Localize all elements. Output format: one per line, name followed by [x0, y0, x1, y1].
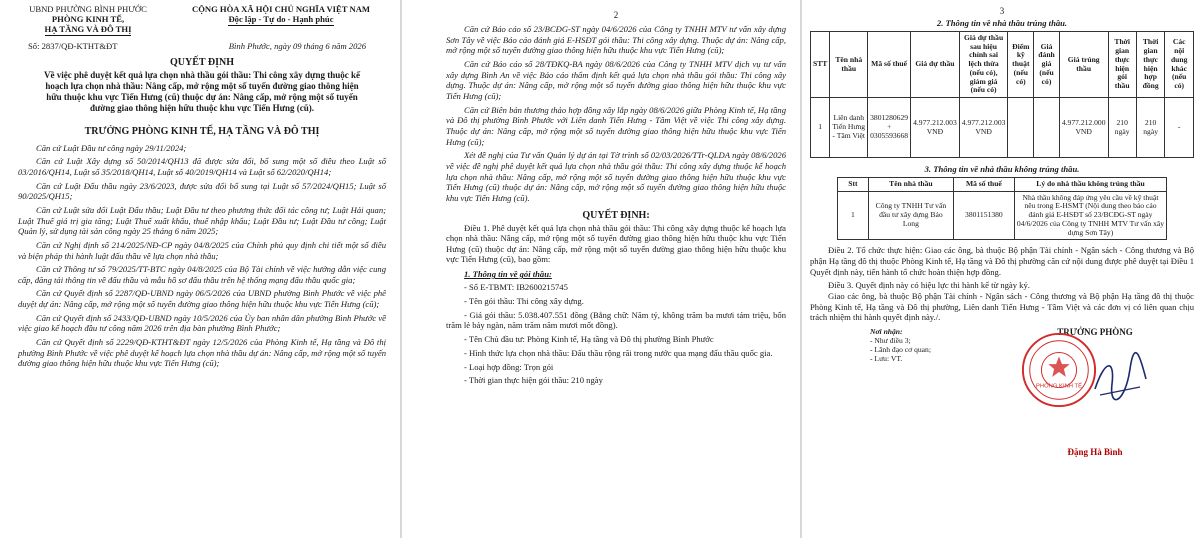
package-info-item: - Số E-TBMT: IB2600215745 — [464, 282, 568, 293]
column-header: Mã số thuế — [868, 32, 911, 98]
official-stamp-seal — [1020, 331, 1098, 409]
page-number: 3 — [999, 6, 1005, 16]
winning-bidder-table — [810, 31, 1194, 158]
table-cell: 3801151380 — [953, 191, 1014, 240]
column-header: Mã số thuế — [953, 178, 1014, 192]
column-header: Điểm kỹ thuật (nếu có) — [1008, 32, 1034, 98]
legal-basis-item: Căn cứ Quyết định số 2229/QĐ-KTHT&ĐT ngày 12/5/2026 của Phòng Kinh tế, Hạ tầng và Đô thị phường Bình Phước về việc phê duyệt kế hoạch lựa chọn nhà thầu dự án: Nâng cấp, mở rộng một số tuyến đường giao thông hiện hữu thuộc khu vực Tiến Hưng (cũ); — [18, 337, 386, 369]
legal-basis-item: Căn cứ Báo cáo số 23/BCĐG-ST ngày 04/6/2026 của Công ty TNHH MTV tư vấn xây dựng Sơn Tây về việc Báo cáo đánh giá E-HSĐT gói thầu: Thi công xây dựng. Thuộc dự án: Nâng cấp, mở rộng một số tuyến đường giao thông hiện hữu thuộc khu vực Tiến Hưng (cũ); — [446, 24, 786, 56]
table-row — [811, 98, 1194, 158]
document-page-1 — [0, 0, 400, 538]
table-cell: 4.977.212.003 VNĐ — [959, 98, 1008, 158]
org-line-1: UBND PHƯỜNG BÌNH PHƯỚC — [29, 4, 147, 14]
svg-text:PHÒNG KINH TẾ: PHÒNG KINH TẾ — [1036, 383, 1082, 390]
legal-basis-item: Căn cứ Báo cáo số 28/TĐKQ-BA ngày 08/6/2026 của Công ty TNHH MTV dịch vụ tư vấn xây dựng Bình An về việc Báo cáo thẩm định kết quả lựa chọn nhà thầu gói thầu: Thi công xây dựng. Thuộc dự án: Nâng cấp, mở rộng một số tuyến đường giao thông hiện hữu thuộc khu vực Tiến Hưng (cũ); — [446, 58, 786, 101]
document-header — [18, 4, 386, 36]
column-header: Lý do nhà thầu không trúng thầu — [1014, 178, 1166, 192]
package-info-item: - Giá gói thầu: 5.038.407.551 đồng (Bằng chữ: Năm tỷ, không trăm ba mươi tám triệu, bốn trăm lẻ bảy ngàn, năm trăm năm mươi mốt đồng). — [446, 309, 786, 331]
package-info-item: - Hình thức lựa chọn nhà thầu: Đấu thầu rộng rãi trong nước qua mạng đấu thầu quốc gia. — [464, 347, 773, 358]
table-cell: 210 ngày — [1108, 98, 1136, 158]
table-row — [837, 191, 1166, 240]
recipients-list — [870, 327, 931, 363]
table-header-row — [837, 178, 1166, 192]
table-cell: - — [1165, 98, 1194, 158]
legal-basis-item: Căn cứ Luật Đấu thầu ngày 23/6/2023, được sửa đổi bổ sung tại Luật số 57/2024/QH15; Luật số 90/2025/QH15; — [18, 180, 386, 202]
legal-basis-list-continued — [446, 24, 786, 204]
table-cell: Liên danh Tiến Hưng - Tâm Việt — [830, 98, 868, 158]
table-cell: Công ty TNHH Tư vấn đầu tư xây dựng Bảo Long — [868, 191, 953, 240]
table-cell: 4.977.212.000 VNĐ — [1059, 98, 1108, 158]
national-motto — [176, 4, 386, 36]
document-page-2 — [402, 0, 800, 538]
legal-basis-item: Căn cứ Nghị định số 214/2025/NĐ-CP ngày 04/8/2025 của Chính phủ quy định chi tiết một số điều và biện pháp thi hành luật đấu thầu về lựa chọn nhà thầu; — [18, 239, 386, 261]
recipient-item: - Như điều 3; — [870, 336, 911, 346]
signature-block — [810, 327, 1194, 462]
table-cell: 1 — [837, 191, 868, 240]
handwritten-signature — [1090, 349, 1150, 409]
document-title: QUYẾT ĐỊNH — [170, 57, 234, 69]
document-page-3 — [802, 0, 1200, 538]
nation-line-2: Độc lập - Tự do - Hạnh phúc — [228, 14, 333, 26]
legal-basis-item: Căn cứ Thông tư số 79/2025/TT-BTC ngày 04/8/2025 của Bộ Tài chính về việc hướng dẫn việc cung cấp, đăng tải thông tin về đấu thầu và mẫu hồ sơ đấu thầu trên hệ thống mạng đấu thầu quốc gia; — [18, 264, 386, 285]
legal-basis-item: Xét đề nghị của Tư vấn Quản lý dự án tại Tờ trình số 02/03/2026/TTr-QLDA ngày 08/6/2026 về việc đề nghị phê duyệt kết quả lựa chọn nhà thầu gói thầu: Thi công xây dựng thuộc kế hoạch lựa chọn nhà thầu: Nâng cấp, mở rộng một số tuyến đường giao thông hiện hữu thuộc khu vực Tiến Hưng (cũ) thuộc dự án: Nâng cấp, mở rộng một số tuyến đường giao thông hiện hữu thuộc khu vực Tiến Hưng (cũ). — [446, 150, 786, 203]
column-header: Stt — [837, 178, 868, 192]
org-line-3: HẠ TẦNG VÀ ĐÔ THỊ — [45, 24, 132, 36]
column-header: Giá dự thầu sau hiệu chỉnh sai lệch thừa (nếu có), giảm giá (nếu có) — [959, 32, 1008, 98]
table-cell — [1034, 98, 1060, 158]
article-3: Điều 3. Quyết định này có hiệu lực thi hành kể từ ngày ký. — [828, 280, 1030, 291]
legal-basis-item: Căn cứ Luật sửa đổi Luật Đấu thầu; Luật Đầu tư theo phương thức đối tác công tư; Luật Hải quan; Luật Thuế giá trị gia tăng; Luật Thuế xuất khẩu, thuế nhập khẩu; Luật Đầu tư; Luật Đầu tư công; Luật Quản lý, sử dụng tài sản công ngày 25 tháng 6 năm 2025; — [18, 204, 386, 237]
page-number: 2 — [613, 10, 619, 20]
package-info-item: - Tên gói thầu: Thi công xây dựng. — [464, 295, 584, 306]
issuing-authority: TRƯỞNG PHÒNG KINH TẾ, HẠ TẦNG VÀ ĐÔ THỊ — [84, 125, 320, 137]
package-info-item: - Loại hợp đồng: Trọn gói — [464, 361, 554, 372]
signer-name: Đặng Hà Bình — [1067, 446, 1123, 457]
package-info-item: - Tên Chủ đầu tư: Phòng Kinh tế, Hạ tầng và Đô thị phường Bình Phước — [464, 334, 714, 345]
recipients-title: Nơi nhận: — [870, 326, 903, 336]
legal-basis-item: Căn cứ Quyết định số 2433/QĐ-UBND ngày 10/5/2026 của Ủy ban nhân dân phường Bình Phước về việc giao kế hoạch đầu tư công năm 2026 trên địa bàn phường Bình Phước; — [18, 312, 386, 334]
article-3-detail: Giao các ông, bà thuộc Bộ phận Tài chính - Ngân sách - Công thương và Bộ phận Hạ tầng đô thị thuộc Phòng Kinh tế, Hạ tầng và Đô thị phường, Liên danh Tiến Hưng - Tâm Việt và các đơn vị có liên quan chịu trách nhiệm thi hành quyết định này./. — [810, 290, 1194, 323]
table-cell: 210 ngày — [1136, 98, 1164, 158]
document-subtitle: Về việc phê duyệt kết quả lựa chọn nhà thầu gói thầu: Thi công xây dựng thuộc kế hoạch lựa chọn nhà thầu: Nâng cấp, mở rộng một số tuyến đường giao thông hiện hữu thuộc khu vực Tiến Hưng (cũ) thuộc dự án: Nâng cấp, mở rộng một số tuyến đường giao thông hiện hữu thuộc khu vực Tiến Hưng (cũ). — [44, 70, 360, 113]
recipient-item: - Lưu: VT. — [870, 354, 903, 364]
table-cell: 4.977.212.003 VNĐ — [911, 98, 960, 158]
table-cell — [1008, 98, 1034, 158]
document-number: Số: 2837/QĐ-KTHT&ĐT — [28, 41, 118, 52]
nation-line-1: CỘNG HÒA XÃ HỘI CHỦ NGHĨA VIỆT NAM — [191, 4, 371, 14]
column-header: Tên nhà thầu — [868, 178, 953, 192]
table-cell: 1 — [811, 98, 830, 158]
signer — [1010, 327, 1180, 457]
column-header: Giá trúng thầu — [1059, 32, 1108, 98]
issuing-organization — [18, 4, 158, 36]
legal-basis-list — [18, 143, 386, 369]
section-2-heading: 2. Thông tin về nhà thầu trúng thầu. — [936, 18, 1068, 28]
org-line-2: PHÒNG KINH TẾ, — [51, 14, 125, 25]
column-header: Giá đánh giá (nếu có) — [1034, 32, 1060, 98]
column-header: Thời gian thực hiện hợp đồng — [1136, 32, 1164, 98]
package-info-list — [446, 282, 786, 386]
decision-heading: QUYẾT ĐỊNH: — [582, 209, 650, 221]
column-header: Giá dự thầu — [911, 32, 960, 98]
table-header-row — [811, 32, 1194, 98]
column-header: Các nội dung khác (nếu có) — [1165, 32, 1194, 98]
article-2: Điều 2. Tổ chức thực hiện: Giao các ông, bà thuộc Bộ phận Tài chính - Ngân sách - Công thương và Bộ phận Hạ tầng đô thị thuộc Phòng Kinh tế, Hạ tầng và Đô thị phường căn cứ nội dung được phê duyệt tại Điều 1 Quyết định này, tiến hành tổ chức hoàn thiện hợp đồng. — [810, 245, 1194, 277]
package-info-item: - Thời gian thực hiện gói thầu: 210 ngày — [464, 375, 603, 386]
recipient-item: - Lãnh đạo cơ quan; — [870, 345, 931, 355]
table-cell: Nhà thầu không đáp ứng yêu cầu về kỹ thuật nêu trong E-HSMT (Nội dung theo báo cáo đánh giá E-HSĐT số 23/BCĐG-ST ngày 04/6/2026 của Công ty TNHH MTV Tư vấn xây dựng Sơn Tây) — [1014, 191, 1166, 240]
table-cell: 3801280629 + 0305593668 — [868, 98, 911, 158]
column-header: Thời gian thực hiện gói thầu — [1108, 32, 1136, 98]
article-1: Điều 1. Phê duyệt kết quả lựa chọn nhà thầu gói thầu: Thi công xây dựng thuộc kế hoạch lựa chọn nhà thầu: Nâng cấp, mở rộng một số tuyến đường giao thông hiện hữu thuộc khu vực Tiến Hưng (cũ) thuộc dự án: Nâng cấp, mở rộng một số tuyến đường giao thông hiện hữu thuộc khu vực Tiến Hưng (cũ), bao gồm: — [446, 222, 786, 265]
column-header: Tên nhà thầu — [830, 32, 868, 98]
column-header: STT — [811, 32, 830, 98]
legal-basis-item: Căn cứ Luật Đầu tư công ngày 29/11/2024; — [36, 142, 187, 153]
section-3-heading: 3. Thông tin về nhà thầu không trúng thầu. — [924, 164, 1080, 175]
legal-basis-item: Căn cứ Biên bản thương thảo hợp đồng xây lắp ngày 08/6/2026 giữa Phòng Kinh tế, Hạ tầng và Đô thị phường Bình Phước với Liên danh Tiến Hưng - Tâm Việt về việc Thi công xây dựng. Thuộc dự án: Nâng cấp, mở rộng một số tuyến đường giao thông hiện hữu thuộc khu vực Tiến Hưng (cũ); — [446, 104, 786, 147]
document-date: Bình Phước, ngày 09 tháng 6 năm 2026 — [228, 41, 366, 52]
legal-basis-item: Căn cứ Luật Xây dựng số 50/2014/QH13 đã được sửa đổi, bổ sung một số điều theo Luật số 03/2016/QH14, Luật số 35/2018/QH14, Luật số 40/2019/QH14 và Luật số 62/2020/QH14; — [18, 156, 386, 177]
section-1-heading: 1. Thông tin về gói thầu: — [464, 269, 552, 280]
losing-bidder-table — [837, 177, 1167, 240]
signer-title: TRƯỞNG PHÒNG — [1057, 326, 1133, 337]
legal-basis-item: Căn cứ Quyết định số 2287/QĐ-UBND ngày 06/5/2026 của UBND phường Bình Phước về việc phê duyệt dự án: Nâng cấp, mở rộng một số tuyến đường giao thông hiện hữu thuộc khu vực Tiến Hưng (cũ); — [18, 288, 386, 310]
